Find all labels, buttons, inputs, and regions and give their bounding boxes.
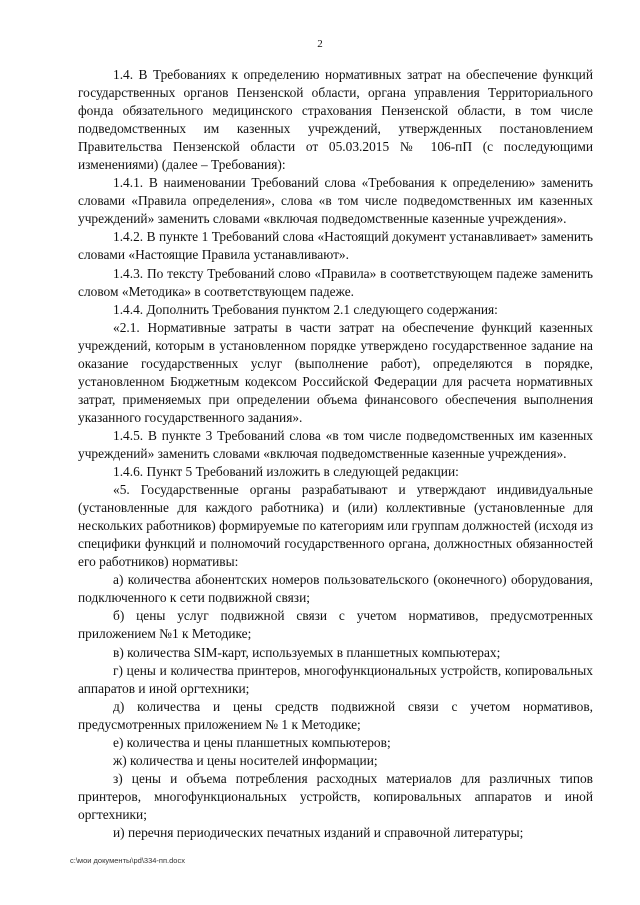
paragraph-1-4-2: 1.4.2. В пункте 1 Требований слова «Настоящий документ устанавливает» заменить словами «Настоящие Правила устанавливают». [78, 229, 593, 263]
paragraph-1-4-4: 1.4.4. Дополнить Требования пунктом 2.1 следующего содержания: [113, 301, 498, 317]
list-item-i: и) перечня периодических печатных изданий и справочной литературы; [113, 824, 524, 840]
paragraph-2-1-quote: «2.1. Нормативные затраты в части затрат на обеспечение функций казенных учреждений, которым в установленном порядке утверждено государственное задание на оказание государственных услуг (выполнение работ), определяются в порядке, установленном Бюджетным кодексом Российской Федерации для расчета нормативных затрат, применяемых при определении объема финансового обеспечения выполнения указанного государственного задания». [78, 319, 593, 425]
document-body [78, 66, 593, 842]
list-item-g: г) цены и количества принтеров, многофункциональных устройств, копировальных аппаратов и иной оргтехники; [78, 662, 593, 696]
list-item-b: б) цены услуг подвижной связи с учетом нормативов, предусмотренных приложением №1 к Методике; [78, 608, 593, 642]
list-item-v: в) количества SIM-карт, используемых в планшетных компьютерах; [113, 644, 501, 660]
paragraph-1-4-6: 1.4.6. Пункт 5 Требований изложить в следующей редакции: [113, 464, 459, 480]
paragraph-1-4-3: 1.4.3. По тексту Требований слово «Правила» в соответствующем падеже заменить словом «Методика» в соответствующем падеже. [78, 265, 593, 299]
page-number: 2 [317, 38, 323, 50]
list-item-a: а) количества абонентских номеров пользовательского (оконечного) оборудования, подключенного к сети подвижной связи; [78, 572, 593, 606]
paragraph-1-4-5: 1.4.5. В пункте 3 Требований слова «в том числе подведомственных им казенных учреждений» заменить словами «включая подведомственные казенные учреждения». [78, 427, 593, 461]
list-item-d: д) количества и цены средств подвижной связи с учетом нормативов, предусмотренных приложением № 1 к Методике; [78, 698, 593, 732]
list-item-z: з) цены и объема потребления расходных материалов для различных типов принтеров, многофункциональных устройств, копировальных аппаратов и иной оргтехники; [78, 770, 593, 822]
paragraph-1-4-1: 1.4.1. В наименовании Требований слова «Требования к определению» заменить словами «Правила определения», слова «в том числе подведомственных им казенных учреждений» заменить словами «включая подведомственные казенные учреждения». [78, 175, 593, 227]
footer-file-path: c:\мои документы\pd\334-пп.docx [70, 856, 185, 865]
list-item-zh: ж) количества и цены носителей информации; [113, 752, 378, 768]
paragraph-1-4: 1.4. В Требованиях к определению нормативных затрат на обеспечение функций государственных органов Пензенской области, органа управления Территориального фонда обязательного медицинского страхования Пензенской области, в том числе подведомственных им казенных учреждений, утвержденных постановлением Правительства Пензенской области от 05.03.2015 № 106-пП (с последующими изменениями) (далее – Требования): [78, 67, 593, 173]
list-item-e: е) количества и цены планшетных компьютеров; [113, 734, 391, 750]
paragraph-5-quote: «5. Государственные органы разрабатывают и утверждают индивидуальные (установленные для каждого работника) и (или) коллективные (установленные для нескольких работников) формируемые по категориям или группам должностей (исходя из специфики функций и полномочий государственного органа, должностных обязанностей его работников) нормативы: [78, 482, 593, 570]
